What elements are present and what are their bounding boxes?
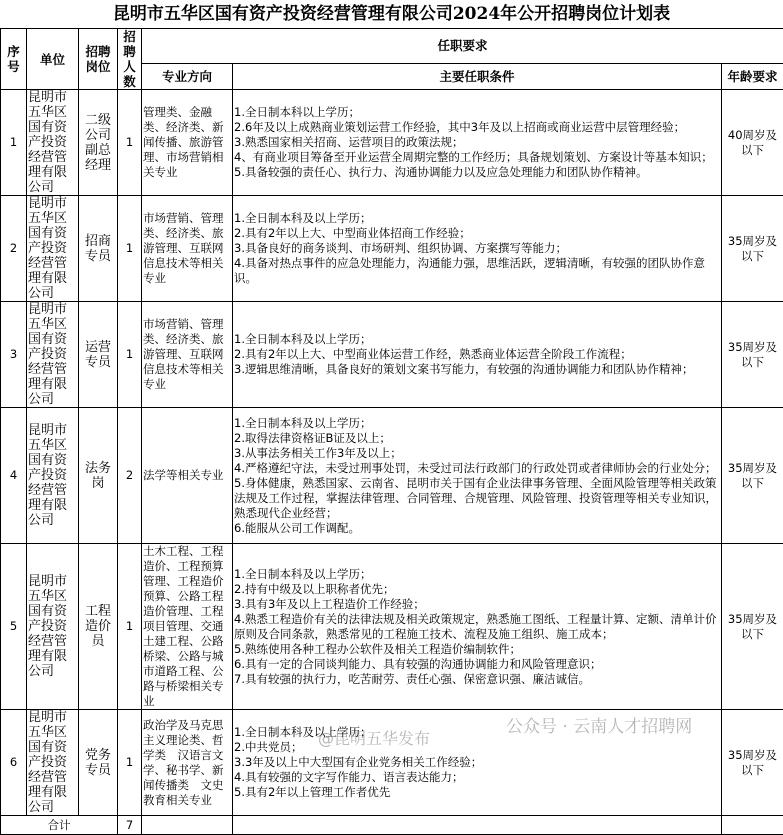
condition-item: 1.全日制本科及以上学历；: [234, 567, 720, 582]
row-count: 1: [118, 710, 142, 816]
header-conditions: 主要任职条件: [233, 63, 722, 89]
header-major: 专业方向: [142, 63, 233, 89]
condition-item: 2.具有2年以上大、中型商业体招商工作经验；: [234, 226, 720, 241]
row-post: 运营专员: [79, 302, 118, 408]
condition-item: 4.严格遵纪守法，未受过刑事处罚，未受过司法行政部门的行政处罚或者律师协会的行业处分；: [234, 461, 720, 476]
condition-item: 5.身体健康，熟悉国家、云南省、昆明市关于国有企业法律事务管理、全面风险管理等相关政策法规及工作过程，掌握法律管理、合同管理、合规管理、风险管理、投资管理等相关专业知识，熟悉现代企业经营；: [234, 476, 720, 521]
row-post: 工程造价员: [79, 544, 118, 710]
row-count: 1: [118, 302, 142, 408]
row-conditions: [233, 544, 722, 710]
condition-item: 7.具有较强的执行力，吃苦耐劳、责任心强、保密意识强、廉洁诚信。: [234, 672, 720, 687]
row-unit: 昆明市五华区国有资产投资经营管理有限公司: [27, 544, 79, 710]
header-post: 招聘岗位: [79, 29, 118, 90]
row-no: 6: [1, 710, 27, 816]
total-empty: [233, 816, 722, 835]
row-age: 35周岁及以下: [722, 710, 783, 816]
row-age: 40周岁及以下: [722, 90, 783, 196]
row-count: 1: [118, 544, 142, 710]
condition-item: 2.持有中级及以上职称者优先；: [234, 582, 720, 597]
row-age: 35周岁及以下: [722, 408, 783, 544]
row-count: 1: [118, 90, 142, 196]
condition-item: 4.具有较强的文字写作能力、语言表达能力；: [234, 770, 720, 785]
condition-item: 3.逻辑思维清晰，具备良好的策划文案书写能力，有较强的沟通协调能力和团队协作精神；: [234, 362, 720, 377]
row-conditions: [233, 710, 722, 816]
row-major: 土木工程、工程造价、工程预算管理、工程造价预算、公路工程造价管理、工程项目管理、交通土建工程、公路桥梁、公路与城市道路工程、公路与桥梁相关专业: [142, 544, 233, 710]
row-no: 5: [1, 544, 27, 710]
condition-item: 6.能服从公司工作调配。: [234, 521, 720, 536]
condition-item: 1.全日制本科以上学历；: [234, 105, 720, 120]
table-row: [1, 544, 783, 710]
row-no: 3: [1, 302, 27, 408]
total-empty: [722, 816, 783, 835]
table-row: [1, 408, 783, 544]
row-age: 35周岁及以下: [722, 302, 783, 408]
row-unit: 昆明市五华区国有资产投资经营管理有限公司: [27, 90, 79, 196]
row-count: 1: [118, 196, 142, 302]
condition-item: 3.具有3年及以上工程造价工作经验；: [234, 597, 720, 612]
row-unit: 昆明市五华区国有资产投资经营管理有限公司: [27, 196, 79, 302]
total-empty: [142, 816, 233, 835]
condition-item: 4.熟悉工程造价有关的法律法规及相关政策规定，熟悉施工图纸、工程量计算、定额、清单计价原则及合同条款，熟悉常见的工程施工技术、流程及施工组织、施工成本；: [234, 612, 720, 642]
row-major: 市场营销、管理类、经济类、旅游管理、互联网信息技术等相关专业: [142, 196, 233, 302]
row-age: 35周岁及以下: [722, 544, 783, 710]
row-major: 政治学及马克思主义理论类、哲学类 汉语言文学、秘书学、新闻传播类 文史教育相关专业: [142, 710, 233, 816]
condition-item: 5.熟练使用各种工程办公软件及相关工程造价编制软件；: [234, 642, 720, 657]
condition-item: 4.具备对热点事件的应急处理能力，沟通能力强，思维活跃，逻辑清晰，有较强的团队协作意识。: [234, 256, 720, 286]
row-no: 2: [1, 196, 27, 302]
row-post: 法务岗: [79, 408, 118, 544]
condition-item: 1.全日制本科及以上学历；: [234, 332, 720, 347]
header-requirements: 任职要求: [142, 29, 783, 64]
header-age: 年龄要求: [722, 63, 783, 89]
condition-item: 5.具有2年以上管理工作者优先: [234, 785, 720, 800]
row-conditions: [233, 196, 722, 302]
total-label: 合计: [1, 816, 118, 835]
condition-item: 2.中共党员；: [234, 740, 720, 755]
header-unit: 单位: [27, 29, 79, 90]
total-count: 7: [118, 816, 142, 835]
condition-item: 2.具有2年以上大、中型商业体运营工作经，熟悉商业体运营全阶段工作流程；: [234, 347, 720, 362]
condition-item: 3.具备良好的商务谈判、市场研判、组织协调、方案撰写等能力；: [234, 241, 720, 256]
row-major: 管理类、金融类、经济类、新闻传播、旅游管理、市场营销相关专业: [142, 90, 233, 196]
header-no: 序号: [1, 29, 27, 90]
condition-item: 6.具有一定的合同谈判能力、具有较强的沟通协调能力和风险管理意识；: [234, 657, 720, 672]
row-unit: 昆明市五华区国有资产投资经营管理有限公司: [27, 408, 79, 544]
condition-item: 1.全日制本科及以上学历；: [234, 416, 720, 431]
condition-item: 4、有商业项目筹备至开业运营全周期完整的工作经历；具备规划策划、方案设计等基本知识；: [234, 150, 720, 165]
row-post: 招商专员: [79, 196, 118, 302]
table-row: [1, 302, 783, 408]
condition-item: 2.6年及以上成熟商业策划运营工作经验，其中3年及以上招商或商业运营中层管理经验；: [234, 120, 720, 135]
header-count: 招聘人数: [118, 29, 142, 90]
row-post: 二级公司副总经理: [79, 90, 118, 196]
row-no: 1: [1, 90, 27, 196]
row-age: 35周岁及以下: [722, 196, 783, 302]
row-count: 2: [118, 408, 142, 544]
table-row: [1, 710, 783, 816]
recruitment-table: [0, 28, 783, 835]
condition-item: 5.具备较强的责任心、执行力、沟通协调能力以及应急处理能力和团队协作精神。: [234, 165, 720, 180]
row-conditions: [233, 302, 722, 408]
row-unit: 昆明市五华区国有资产投资经营管理有限公司: [27, 302, 79, 408]
condition-item: 3.熟悉国家相关招商、运营项目的政策法规；: [234, 135, 720, 150]
row-major: 市场营销、管理类、经济类、旅游管理、互联网信息技术等相关专业: [142, 302, 233, 408]
condition-item: 2.取得法律资格证B证及以上；: [234, 431, 720, 446]
table-row: [1, 90, 783, 196]
row-no: 4: [1, 408, 27, 544]
condition-item: 3.3年及以上中大型国有企业党务相关工作经验；: [234, 755, 720, 770]
row-unit: 昆明市五华区国有资产投资经营管理有限公司: [27, 710, 79, 816]
condition-item: 3.从事法务相关工作3年及以上；: [234, 446, 720, 461]
condition-item: 1.全日制本科及以上学历；: [234, 211, 720, 226]
table-row: [1, 196, 783, 302]
condition-item: 1.全日制本科及以上学历；: [234, 725, 720, 740]
weibo-watermark: @昆明五华发布: [318, 726, 430, 749]
row-major: 法学等相关专业: [142, 408, 233, 544]
wechat-watermark: 公众号 · 云南人才招聘网: [506, 712, 692, 737]
row-conditions: [233, 90, 722, 196]
row-post: 党务专员: [79, 710, 118, 816]
page-title: 昆明市五华区国有资产投资经营管理有限公司2024年公开招聘岗位计划表: [0, 0, 783, 28]
row-conditions: [233, 408, 722, 544]
